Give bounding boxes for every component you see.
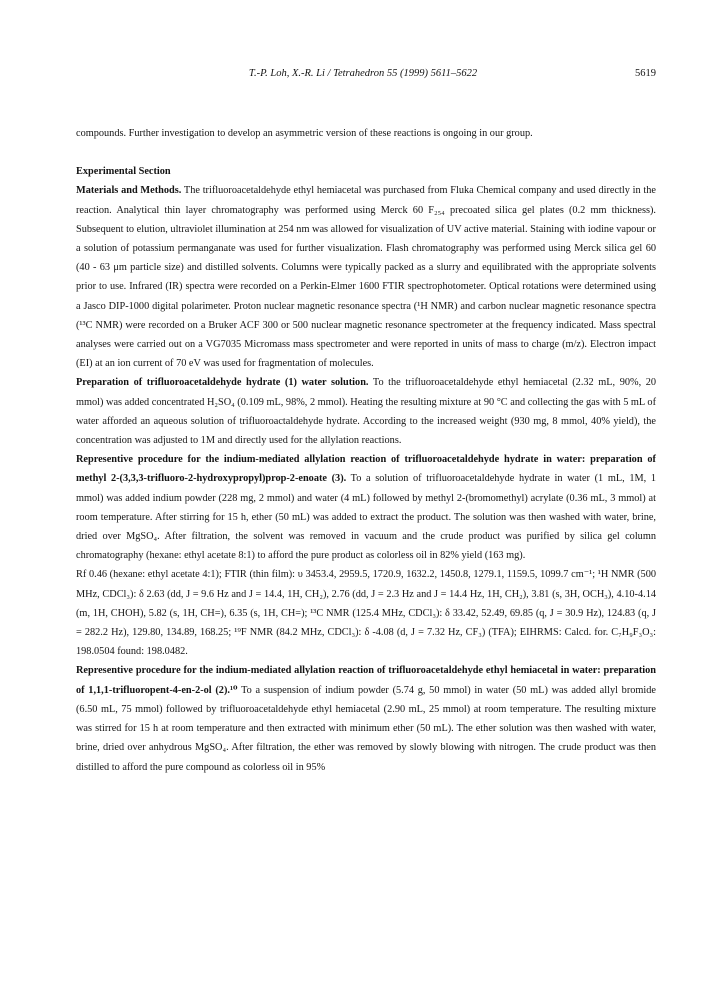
article-body	[76, 124, 656, 777]
preparation-title: Preparation of trifluoroacetaldehyde hydrate (1) water solution.	[76, 377, 369, 389]
intro-paragraph: compounds. Further investigation to develop an asymmetric version of these reactions is ongoing in our group.	[76, 128, 533, 139]
procedure1-title: Representive procedure for the indium-mediated allylation reaction of trifluoroacetaldehyde hydrate in water: preparation of methyl 2-(3,3,3-trifluoro-2-hydroxypropyl)prop-2-enoate (3).	[76, 454, 656, 485]
procedure1-text: To a solution of trifluoroacetaldehyde hydrate in water (1 mL, 1M, 1 mmol) was added indium powder (228 mg, 2 mmol) and water (4 mL) followed by methyl 2-(bromomethyl) acrylate (0.36 mL, 3 mmol) at room temperature. After stirring for 15 h, ether (50 mL) was added to extract the product. The solution was then washed with water, brine, dried over MgSO₄. After filtration, the solvent was removed in vacuum and the crude product was purified by silica gel column chromatography (hexane: ethyl acetate 8:1) to afford the pure product as colorless oil in 82% yield (163 mg).	[76, 473, 656, 562]
running-head: T.-P. Loh, X.-R. Li / Tetrahedron 55 (1999) 5611–5622	[248, 68, 478, 79]
materials-title: Materials and Methods.	[76, 185, 182, 197]
materials-text: The trifluoroacetaldehyde ethyl hemiacetal was purchased from Fluka Chemical company and used directly in the reaction. Analytical thin layer chromatography was performed using Merck 60 F₂₅₄ precoated silica gel plates (0.2 mm thickness). Subsequent to elution, ultraviolet illumination at 254 nm was allowed for visualization of UV active material. Staining with iodine vapour or a solution of potassium permanganate was used for further visualization. Flash chromatography was performed using Merck silica gel 60 (40 - 63 μm particle size) and distilled solvents. Columns were typically packed as a slurry and equilibrated with the appropriate solvents prior to use. Infrared (IR) spectra were recorded on a Perkin-Elmer 1600 FTIR spectrophotometer. Optical rotations were determined using a Jasco DIP-1000 digital polarimeter. Proton nuclear magnetic resonance spectra (¹H NMR) and carbon nuclear magnetic resonance spectra (¹³C NMR) were recorded on a Bruker ACF 300 or 500 nuclear magnetic resonance spectrometer at the frequency indicated. Mass spectral analyses were carried out on a VG7035 Micromass mass spectrometer and were reported in units of mass to charge (m/z). Electron impact (EI) at an ion current of 70 eV was used for fragmentation of molecules.	[76, 185, 657, 370]
procedure1-paragraph	[76, 450, 656, 565]
section-heading: Experimental Section	[76, 166, 171, 178]
paragraph-gap	[76, 143, 656, 162]
preparation-text: To the trifluoroacetaldehyde ethyl hemiacetal (2.32 mL, 90%, 20 mmol) was added concentrated H₂SO₄ (0.109 mL, 98%, 2 mmol). Heating the resulting mixture at 90 °C and collecting the gas with 5 mL of water afforded an aqueous solution of trifluoroactaldehyde hydrate. According to the increased weight (930 mg, 8 mmol, 40% yield), the concentration was adjusted to 1M and directly used for the allylation reactions.	[76, 377, 656, 447]
procedure2-paragraph	[76, 661, 656, 776]
characterization-paragraph: Rf 0.46 (hexane: ethyl acetate 4:1); FTIR (thin film): υ 3453.4, 2959.5, 1720.9, 1632.2, 1450.8, 1279.1, 1159.5, 1099.7 cm⁻¹; ¹H NMR (500 MHz, CDCl₃): δ 2.63 (dd, J = 9.6 Hz and J = 14.4, 1H, CH₂), 2.76 (dd, J = 2.3 Hz and J = 14.4 Hz, 1H, CH₂), 3.81 (s, 3H, OCH₃), 4.10-4.14 (m, 1H, CHOH), 5.82 (s, 1H, CH=), 6.35 (s, 1H, CH=); ¹³C NMR (125.4 MHz, CDCl₃): δ 33.42, 52.49, 69.85 (q, J = 30.9 Hz), 124.83 (q, J = 282.2 Hz), 129.80, 134.89, 168.25; ¹⁹F NMR (84.2 MHz, CDCl₃): δ -4.08 (d, J = 7.32 Hz, CF₃) (TFA); EIHRMS: Calcd. for. C₇H₉F₃O₃: 198.0504 found: 198.0482.	[76, 569, 656, 658]
page-number: 5619	[635, 68, 656, 79]
preparation-paragraph	[76, 373, 656, 450]
procedure2-text: To a suspension of indium powder (5.74 g, 50 mmol) in water (50 mL) was added allyl bromide (6.50 mL, 75 mmol) followed by trifluoroacetaldehyde ethyl hemiacetal (2.90 mL, 25 mmol) at room temperature. The resulting mixture was stirred for 15 h at room temperature and then extracted with minimum ether (50 mL). The ether solution was then washed with water, brine, dried over anhydrous MgSO₄. After filtration, the ether was removed by slowly blowing with nitrogen. The crude product was then distilled to afford the pure compound as colorless oil in 95%	[76, 684, 656, 773]
procedure2-title: Representive procedure for the indium-mediated allylation reaction of trifluoroacetaldehyde ethyl hemiacetal in water: preparation of 1,1,1-trifluoropent-4-en-2-ol (2).¹⁰	[76, 665, 656, 696]
page-header	[70, 68, 656, 84]
materials-paragraph	[76, 181, 656, 373]
